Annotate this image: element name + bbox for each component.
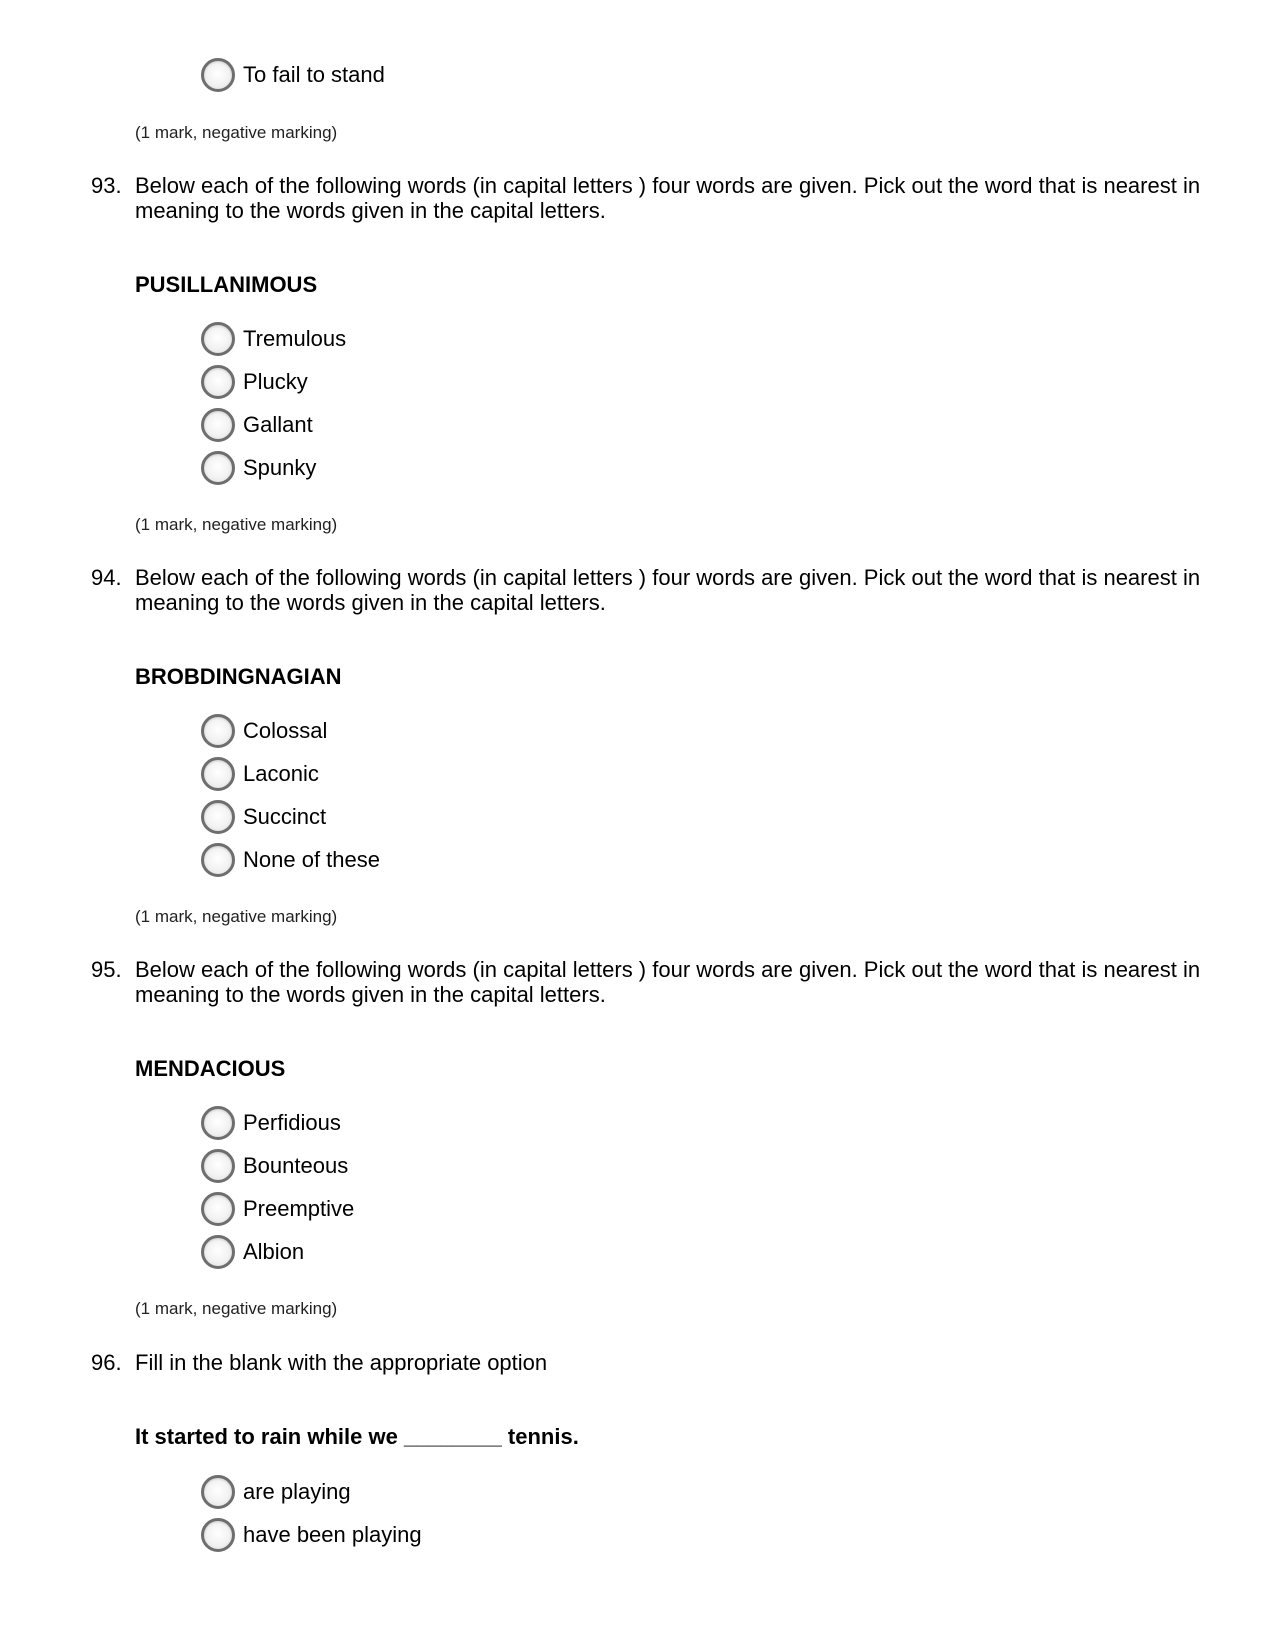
question-text: Fill in the blank with the appropriate option — [135, 1350, 548, 1375]
radio-button[interactable] — [201, 757, 235, 791]
option-label[interactable]: Spunky — [243, 455, 317, 480]
option-row[interactable] — [201, 712, 327, 750]
option-label[interactable]: are playing — [243, 1479, 351, 1504]
radio-button[interactable] — [201, 1149, 235, 1183]
option-label[interactable]: None of these — [243, 847, 380, 872]
question-text: Below each of the following words (in capital letters ) four words are given. Pick out the word that is nearest in meaning to the words given in the capital letters. — [135, 173, 1201, 223]
option-row[interactable] — [201, 1473, 351, 1511]
radio-button[interactable] — [201, 365, 235, 399]
option-row[interactable] — [201, 798, 326, 836]
radio-button[interactable] — [201, 322, 235, 356]
question-number: 93. — [91, 173, 122, 198]
question-stem: PUSILLANIMOUS — [135, 272, 318, 297]
option-row[interactable] — [201, 406, 313, 444]
option-label[interactable]: Tremulous — [243, 326, 347, 351]
option-label[interactable]: Succinct — [243, 804, 327, 829]
question-number: 96. — [91, 1350, 122, 1375]
radio-button[interactable] — [201, 1518, 235, 1552]
radio-button[interactable] — [201, 800, 235, 834]
radio-button[interactable] — [201, 843, 235, 877]
marks-note: (1 mark, negative marking) — [135, 907, 338, 926]
question-stem: BROBDINGNAGIAN — [135, 664, 342, 689]
option-row[interactable] — [201, 449, 316, 487]
option-row[interactable] — [201, 320, 346, 358]
radio-button[interactable] — [201, 1235, 235, 1269]
radio-button[interactable] — [201, 58, 235, 92]
question-text: Below each of the following words (in capital letters ) four words are given. Pick out the word that is nearest in meaning to the words given in the capital letters. — [135, 565, 1201, 615]
option-row[interactable] — [201, 1104, 341, 1142]
option-label[interactable]: Colossal — [243, 718, 328, 743]
option-label[interactable]: Laconic — [243, 761, 319, 786]
question-stem: It started to rain while we ________ tennis. — [135, 1424, 579, 1449]
radio-button[interactable] — [201, 408, 235, 442]
question-number: 94. — [91, 565, 122, 590]
option-row[interactable] — [201, 56, 385, 94]
option-label[interactable]: have been playing — [243, 1522, 422, 1547]
option-row[interactable] — [201, 755, 319, 793]
option-row[interactable] — [201, 1190, 354, 1228]
option-label[interactable]: Perfidious — [243, 1110, 341, 1135]
question-stem: MENDACIOUS — [135, 1056, 286, 1081]
radio-button[interactable] — [201, 1475, 235, 1509]
radio-button[interactable] — [201, 714, 235, 748]
option-label[interactable]: To fail to stand — [243, 62, 385, 87]
option-label[interactable]: Gallant — [243, 412, 313, 437]
option-label[interactable]: Bounteous — [243, 1153, 349, 1178]
option-row[interactable] — [201, 363, 308, 401]
option-row[interactable] — [201, 1147, 348, 1185]
option-label[interactable]: Plucky — [243, 369, 308, 394]
marks-note: (1 mark, negative marking) — [135, 1299, 338, 1318]
radio-button[interactable] — [201, 1192, 235, 1226]
option-label[interactable]: Preemptive — [243, 1196, 355, 1221]
radio-button[interactable] — [201, 451, 235, 485]
question-text: Below each of the following words (in capital letters ) four words are given. Pick out the word that is nearest in meaning to the words given in the capital letters. — [135, 957, 1201, 1007]
option-row[interactable] — [201, 841, 380, 879]
question-number: 95. — [91, 957, 122, 982]
radio-button[interactable] — [201, 1106, 235, 1140]
marks-note: (1 mark, negative marking) — [135, 123, 338, 142]
option-label[interactable]: Albion — [243, 1239, 305, 1264]
option-row[interactable] — [201, 1233, 304, 1271]
option-row[interactable] — [201, 1516, 422, 1554]
marks-note: (1 mark, negative marking) — [135, 515, 338, 534]
